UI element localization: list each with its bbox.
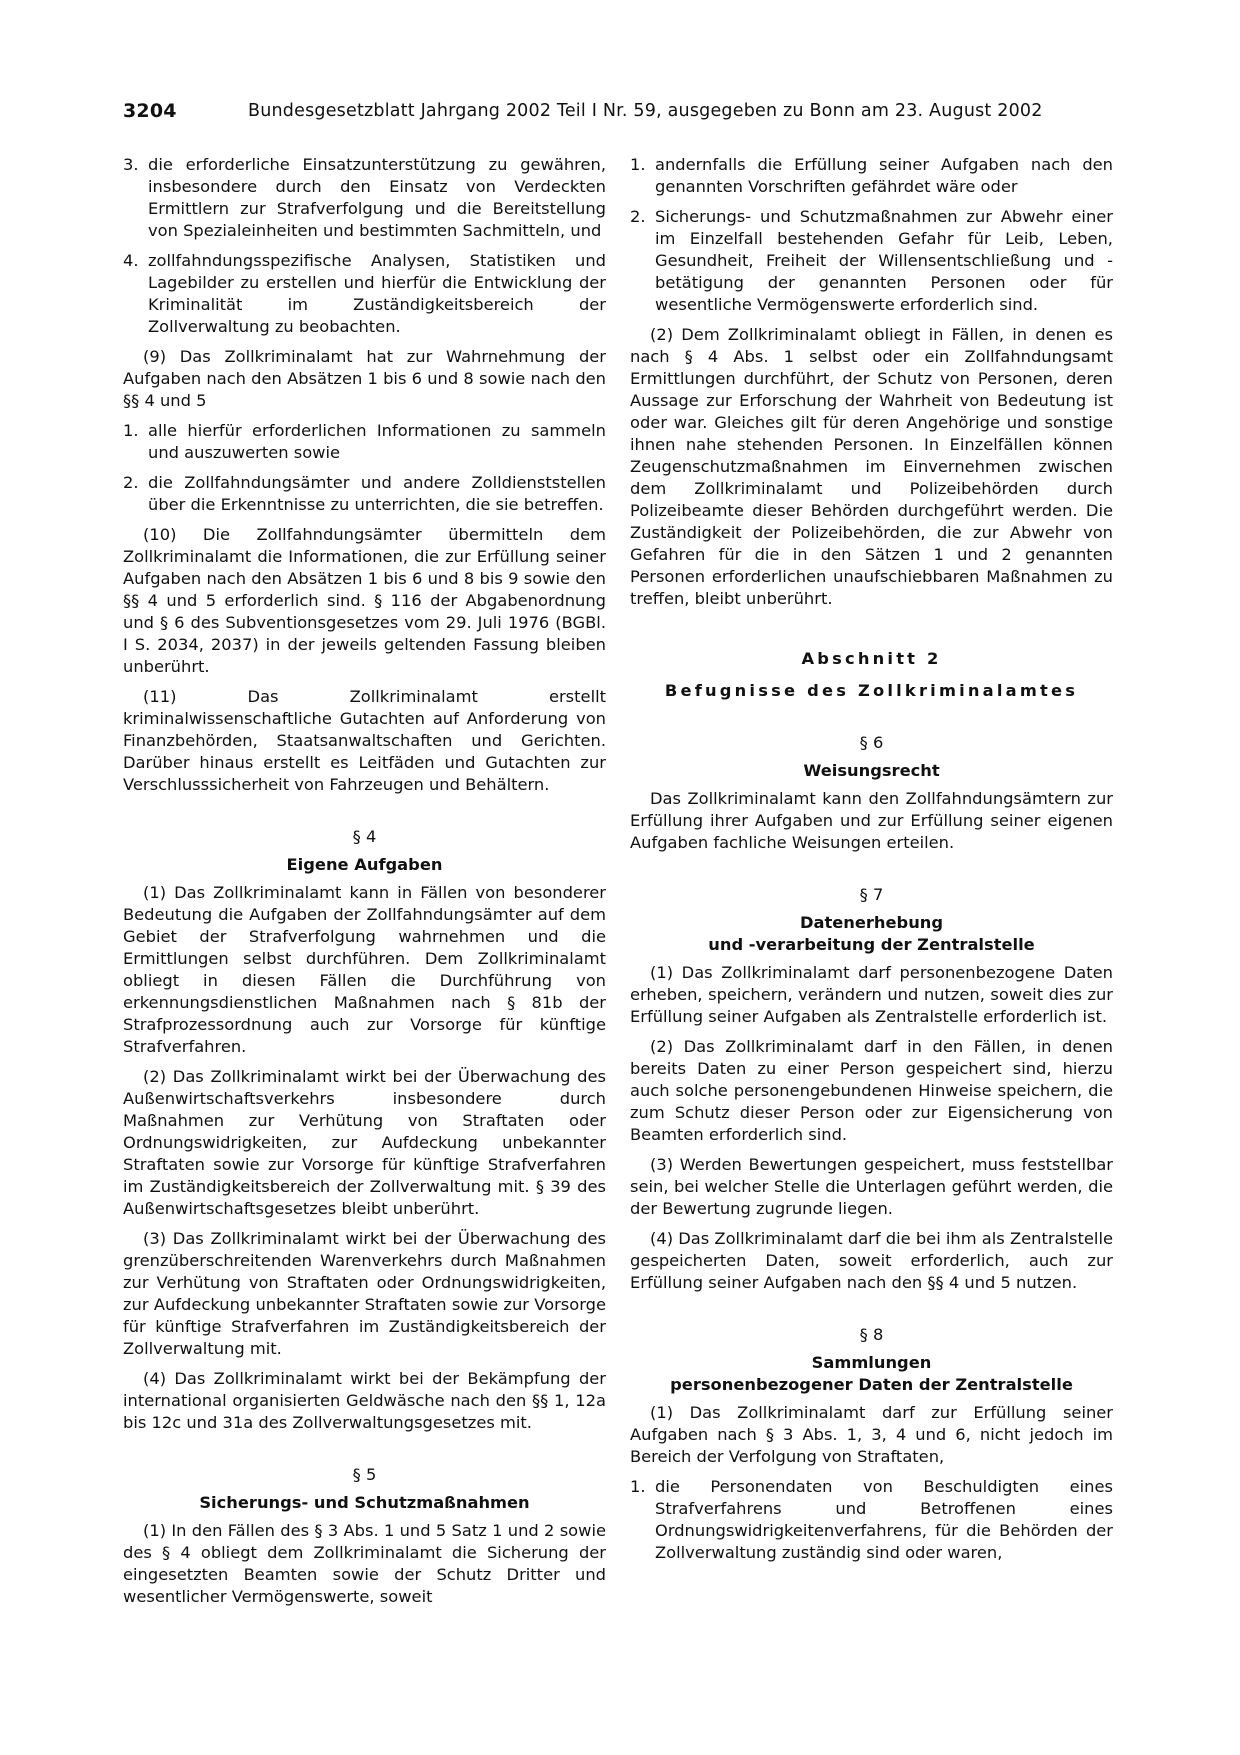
numbered-list: [630, 154, 1113, 316]
list-text: die Personendaten von Beschuldigten eines Strafverfahrens und Betroffenen eines Ordnungswidrigkeitenverfahrens, für die Behörden der Zollverwaltung zuständig sind oder waren,: [655, 1477, 1113, 1562]
numbered-list: [630, 1476, 1113, 1564]
paragraph: (4) Das Zollkriminalamt wirkt bei der Bekämpfung der international organisierten Geldwäsche nach den §§ 1, 12a bis 12c und 31a des Zollverwaltungsgesetzes mit.: [123, 1369, 606, 1432]
section-title: Weisungsrecht: [803, 761, 940, 780]
list-text: alle hierfür erforderlichen Informationen zu sammeln und auszuwerten sowie: [148, 421, 606, 462]
paragraph-10: (10) Die Zollfahndungsämter übermitteln dem Zollkriminalamt die Informationen, die zur Erfüllung seiner Aufgaben nach den Absätzen 1 bis 6 und 8 bis 9 sowie den §§ 4 und 5 erforderlich sind. § 116 der Abgabenordnung und § 6 des Subventionsgesetzes vom 29. Juli 1976 (BGBl. I S. 2034, 2037) in der jeweils geltenden Fassung bleiben unberührt.: [123, 525, 606, 676]
section-number: § 4: [352, 827, 377, 846]
paragraph: (2) Das Zollkriminalamt wirkt bei der Überwachung des Außenwirtschaftsverkehrs insbesondere durch Maßnahmen zur Verhütung von Straftaten oder Ordnungswidrigkeiten, zur Aufdeckung unbekannter Straftaten sowie zur Vorsorge für künftige Strafverfahren im Zuständigkeitsbereich der Zollverwaltung mit. § 39 des Außenwirtschaftsgesetzes bleibt unberührt.: [123, 1067, 606, 1218]
section-title: Datenerhebung: [799, 913, 944, 932]
section-title-line-2: personenbezogener Daten der Zentralstelle: [670, 1375, 1073, 1394]
paragraph: (3) Das Zollkriminalamt wirkt bei der Überwachung des grenzüberschreitenden Warenverkehrs durch Maßnahmen zur Verhütung von Straftaten oder Ordnungswidrigkeiten, zur Aufdeckung unbekannter Straftaten sowie zur Vorsorge für künftige Strafverfahren im Zuständigkeitsbereich der Zollverwaltung mit.: [123, 1229, 606, 1358]
list-item: [123, 472, 606, 516]
paragraph: (2) Dem Zollkriminalamt obliegt in Fällen, in denen es nach § 4 Abs. 1 selbst oder ein Zollfahndungsamt Ermittlungen durchführt, der Schutz von Personen, deren Aussage zur Erforschung der Wahrheit von Bedeutung ist oder war. Gleiches gilt für deren Angehörige und sonstige ihnen nahe stehenden Personen. In Einzelfällen können Zeugenschutzmaßnahmen im Einvernehmen zwischen dem Zollkriminalamt und Polizeibehörden durch Polizeibeamte dieser Behörden durchgeführt werden. Die Zuständigkeit der Polizeibehörden, die zur Abwehr von Gefahren für die in den Sätzen 1 und 2 genannten Personen erforderlichen unaufschiebbaren Maßnahmen zu treffen, bleibt unberührt.: [630, 325, 1113, 608]
paragraph: Das Zollkriminalamt kann den Zollfahndungsämtern zur Erfüllung ihrer Aufgaben und zur Erfüllung seiner eigenen Aufgaben fachliche Weisungen erteilen.: [630, 789, 1113, 852]
section-number: § 6: [859, 733, 884, 752]
paragraph: (1) In den Fällen des § 3 Abs. 1 und 5 Satz 1 und 2 sowie des § 4 obliegt dem Zollkriminalamt die Sicherung der eingesetzten Beamten sowie der Schutz Dritter und wesentlicher Vermögenswerte, soweit: [123, 1521, 606, 1606]
paragraph: (4) Das Zollkriminalamt darf die bei ihm als Zentralstelle gespeicherten Daten, soweit erforderlich, auch zur Erfüllung seiner Aufgaben nach den §§ 4 und 5 nutzen.: [630, 1229, 1113, 1292]
list-text: andernfalls die Erfüllung seiner Aufgaben nach den genannten Vorschriften gefährdet wäre oder: [655, 155, 1113, 196]
list-number: 1.: [630, 1477, 646, 1496]
chapter-title: Befugnisse des Zollkriminalamtes: [664, 681, 1079, 700]
list-number: 1.: [630, 155, 646, 174]
paragraph: (1) Das Zollkriminalamt darf personenbezogene Daten erheben, speichern, verändern und nutzen, soweit dies zur Erfüllung seiner Aufgaben als Zentralstelle erforderlich ist.: [630, 963, 1113, 1026]
section-number: § 7: [859, 885, 884, 904]
section-title: Sammlungen: [811, 1353, 932, 1372]
right-column: [630, 154, 1113, 1572]
section-title: Sicherungs- und Schutzmaßnahmen: [199, 1493, 530, 1512]
list-number: 2.: [123, 473, 139, 492]
list-text: die erforderliche Einsatzunterstützung zu gewähren, insbesondere durch den Einsatz von Verdeckten Ermittlern zur Strafverfolgung und die Bereitstellung von Spezialeinheiten und bestimmten Sachmitteln, und: [148, 155, 606, 240]
paragraph: (3) Werden Bewertungen gespeichert, muss feststellbar sein, bei welcher Stelle die Unterlagen geführt werden, die der Bewertung zugrunde liegen.: [630, 1155, 1113, 1218]
section-title: Eigene Aufgaben: [286, 855, 443, 874]
list-item: [630, 1476, 1113, 1564]
list-number: 1.: [123, 421, 139, 440]
left-column: [123, 154, 606, 1616]
paragraph: (1) Das Zollkriminalamt kann in Fällen von besonderer Bedeutung die Aufgaben der Zollfahndungsämter auf dem Gebiet der Strafverfolgung wahrnehmen und die Ermittlungen selbst durchführen. Dem Zollkriminalamt obliegt in diesen Fällen die Durchführung von erkennungsdienstlichen Maßnahmen nach § 81b der Strafprozessordnung auch zur Vorsorge für künftige Strafverfahren.: [123, 883, 606, 1056]
list-text: Sicherungs- und Schutzmaßnahmen zur Abwehr einer im Einzelfall bestehenden Gefahr für Leib, Leben, Gesundheit, Freiheit der Willensentschließung und -betätigung der genannten Personen oder für wesentliche Vermögenswerte erforderlich sind.: [655, 207, 1113, 314]
list-number: 3.: [123, 155, 139, 174]
numbered-list: [123, 154, 606, 338]
numbered-list: [123, 420, 606, 516]
page-number: 3204: [123, 100, 177, 122]
paragraph-11: (11) Das Zollkriminalamt erstellt kriminalwissenschaftliche Gutachten auf Anforderung von Finanzbehörden, Staatsanwaltschaften und Gerichten. Darüber hinaus erstellt es Leitfäden und Gutachten zur Verschlusssicherheit von Fahrzeugen und Behältern.: [123, 687, 606, 794]
paragraph: (2) Das Zollkriminalamt darf in den Fällen, in denen bereits Daten zu einer Person gespeichert sind, hierzu auch solche personengebundenen Hinweise speichern, die zum Schutz dieser Person oder zur Eigensicherung von Beamten erforderlich sind.: [630, 1037, 1113, 1144]
list-item: [123, 154, 606, 242]
list-number: 2.: [630, 207, 646, 226]
chapter-heading: Abschnitt 2: [801, 649, 942, 668]
list-item: [630, 206, 1113, 316]
list-text: die Zollfahndungsämter und andere Zolldienststellen über die Erkenntnisse zu unterrichten, die sie betreffen.: [148, 473, 606, 514]
section-title-line-2: und -verarbeitung der Zentralstelle: [708, 935, 1035, 954]
section-number: § 5: [352, 1465, 377, 1484]
list-item: [123, 250, 606, 338]
running-head: Bundesgesetzblatt Jahrgang 2002 Teil I Nr. 59, ausgegeben zu Bonn am 23. August 2002: [248, 101, 1043, 121]
paragraph-9: (9) Das Zollkriminalamt hat zur Wahrnehmung der Aufgaben nach den Absätzen 1 bis 6 und 8 sowie nach den §§ 4 und 5: [123, 347, 606, 410]
paragraph: (1) Das Zollkriminalamt darf zur Erfüllung seiner Aufgaben nach § 3 Abs. 1, 3, 4 und 6, nicht jedoch im Bereich der Verfolgung von Straftaten,: [630, 1403, 1113, 1466]
list-item: [630, 154, 1113, 198]
list-number: 4.: [123, 251, 139, 270]
list-text: zollfahndungsspezifische Analysen, Statistiken und Lagebilder zu erstellen und hierfür die Entwicklung der Kriminalität im Zuständigkeitsbereich der Zollverwaltung zu beobachten.: [148, 251, 606, 336]
section-number: § 8: [859, 1325, 884, 1344]
list-item: [123, 420, 606, 464]
